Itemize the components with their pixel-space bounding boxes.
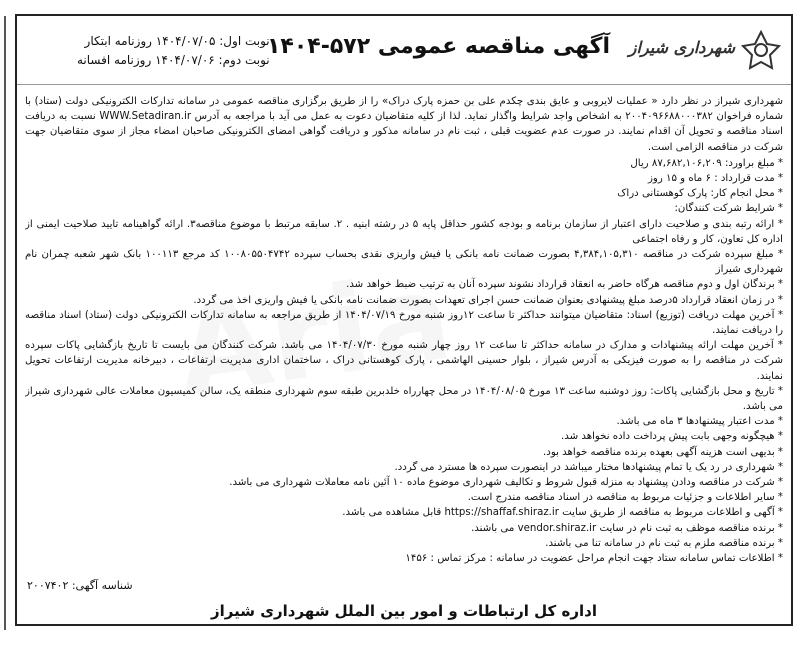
second-shift: نوبت دوم: ۱۴۰۴/۰۷/۰۶ روزنامه افسانه — [77, 53, 270, 67]
list-item: * مبلغ براورد: ۸۷,۶۸۲,۱۰۶,۲۰۹ ریال — [25, 156, 783, 171]
list-item: * شهرداری در رد یک یا تمام پیشنهادها مختار میباشد در اینصورت سپرده ها مسترد می گردد. — [25, 460, 783, 475]
tender-notice — [15, 14, 793, 626]
list-item: * مدت اعتبار پیشنهادها ۳ ماه می باشد. — [25, 414, 783, 429]
municipality-emblem-icon — [739, 28, 783, 72]
shiraz-municipality-logo — [628, 28, 783, 72]
notice-header — [17, 16, 791, 85]
list-item: * مدت قرارداد : ۶ ماه و ۱۵ روز — [25, 171, 783, 186]
first-shift: نوبت اول: ۱۴۰۴/۰۷/۰۵ روزنامه ابتکار — [84, 34, 270, 48]
list-item: * برندگان اول و دوم مناقصه هرگاه حاضر به انعقاد قرارداد نشوند سپرده آنان به ترتیب ضبط خواهد شد. — [25, 277, 783, 292]
list-item: * برنده مناقصه ملزم به ثبت نام در سامانه تنا می باشند. — [25, 536, 783, 551]
left-margin-rule — [4, 16, 6, 630]
list-item: * بدیهی است هزینه آگهی بعهده برنده مناقصه خواهد بود. — [25, 445, 783, 460]
list-item: * تاریخ و محل بازگشایی پاکات: روز دوشنبه ساعت ۱۳ مورخ ۱۴۰۴/۰۸/۰۵ در محل چهارراه خلدبرین طبقه سوم شهرداری منطقه یک، سالن کمیسیون معاملات عالی شهرداری شیراز می باشد. — [25, 384, 783, 414]
list-item: * آخرین مهلت دریافت (توزیع) اسناد: متقاضیان میتوانند حداکثر تا ساعت ۱۲روز شنبه مورخ ۱۴۰۴/۰۷/۱۹ از طریق مراجعه به سامانه تدارکات الکترونیکی دولت (ستاد) اسناد مناقصه را دریافت نمایند. — [25, 308, 783, 338]
conditions-list — [25, 156, 783, 566]
list-item: * مبلغ سپرده شرکت در مناقصه ۴,۳۸۴,۱۰۵,۳۱۰ بصورت ضمانت نامه بانکی یا فیش واریزی نقدی بحساب سپرده ۱۰۰۸۰۵۵۰۴۷۴۲ کد مرجع ۱۰۰۱۱۳ بانک شهر شعبه چمران نام شهرداری شیراز — [25, 247, 783, 277]
list-item: * آخرین مهلت ارائه پیشنهادات و مدارک در سامانه حداکثر تا ساعت ۱۲ روز چهار شنبه مورخ ۱۴۰۴/۰۷/۳۰ می باشد. شرکت کنندگان می بایست تا تاریخ بازگشایی پاکات سپرده شرکت در مناقصه را به صورت فیزیکی به آدرس شیراز ، بلوار حسینی الهاشمی ، پارک کوهستانی دراک ، ساختمان اداری مدیریت ارتفاعات ، دبیرخانه مدیریت ارتفاعات تحویل نمایند. — [25, 338, 783, 384]
logo-text: شهرداری شیراز — [628, 38, 735, 57]
list-item: * هیچگونه وجهی بابت پیش پرداخت داده نخواهد شد. — [25, 429, 783, 444]
list-item: * ارائه رتبه بندی و صلاحیت دارای اعتبار از سازمان برنامه و بودجه کشور حداقل پایه ۵ در رشته ابنیه . ۲. سابقه مرتبط با موضوع مناقصه۳. ارائه گواهینامه تایید صلاحیت ایمنی از اداره کل تعاون، کار و رفاه اجتماعی — [25, 217, 783, 247]
notice-title: آگهی مناقصه عمومی ۵۷۲-۱۴۰۴ — [267, 34, 610, 59]
issuer-signature: اداره کل ارتباطات و امور بین الملل شهرداری شیراز — [211, 602, 597, 620]
list-item: * محل انجام کار: پارک کوهستانی دراک — [25, 186, 783, 201]
list-item: * شرکت در مناقصه ودادن پیشنهاد به منزله قبول شروط و تکالیف شهرداری موضوع ماده ۱۰ آئین نامه معاملات شهرداری می باشد. — [25, 475, 783, 490]
list-item: * شرایط شرکت کنندگان: — [25, 201, 783, 216]
list-item: * برنده مناقصه موظف به ثبت نام در سایت vendor.shiraz.ir می باشند. — [25, 521, 783, 536]
publication-shifts — [77, 32, 270, 70]
list-item: * سایر اطلاعات و جزئیات مربوط به مناقصه در اسناد مناقصه مندرج است. — [25, 490, 783, 505]
notice-body — [25, 94, 783, 570]
ad-id: شناسه آگهی: ۲۰۰۷۴۰۲ — [27, 579, 133, 592]
intro-paragraph: شهرداری شیراز در نظر دارد « عملیات لایروبی و عایق بندی چکدم علی بن حمزه پارک دراک» را از طریق برگزاری مناقصه عمومی در سامانه تدارکات الکترونیکی دولت (ستاد) با شماره فراخوان ۲۰۰۴۰۹۶۶۸۸۰۰۰۳۸۲ به اشخاص واجد شرایط واگذار نماید. لذا از کلیه متقاضیان دعوت به عمل می آید با مراجعه به آدرس WWW.Setadiran.ir نسبت به دریافت اسناد مناقصه و تحویل آن اقدام نمایند. در صورت عدم عضویت قبلی ، ثبت نام در سامانه مذکور و دریافت گواهی امضای الکترونیکی صاحبان امضاء مجاز از سوی متقاضیان جهت شرکت در مناقصه الزامی است. — [25, 96, 783, 153]
list-item: * آگهی و اطلاعات مربوط به مناقصه از طریق سایت https://shaffaf.shiraz.ir قابل مشاهده می باشد. — [25, 505, 783, 520]
list-item: * در زمان انعقاد قرارداد ۵درصد مبلغ پیشنهادی بعنوان ضمانت حسن اجرای تعهدات بصورت ضمانت نامه بانکی یا فیش واریزی اخذ می گردد. — [25, 293, 783, 308]
list-item: * اطلاعات تماس سامانه ستاد جهت انجام مراحل عضویت در سامانه : مرکز تماس : ۱۴۵۶ — [25, 551, 783, 566]
